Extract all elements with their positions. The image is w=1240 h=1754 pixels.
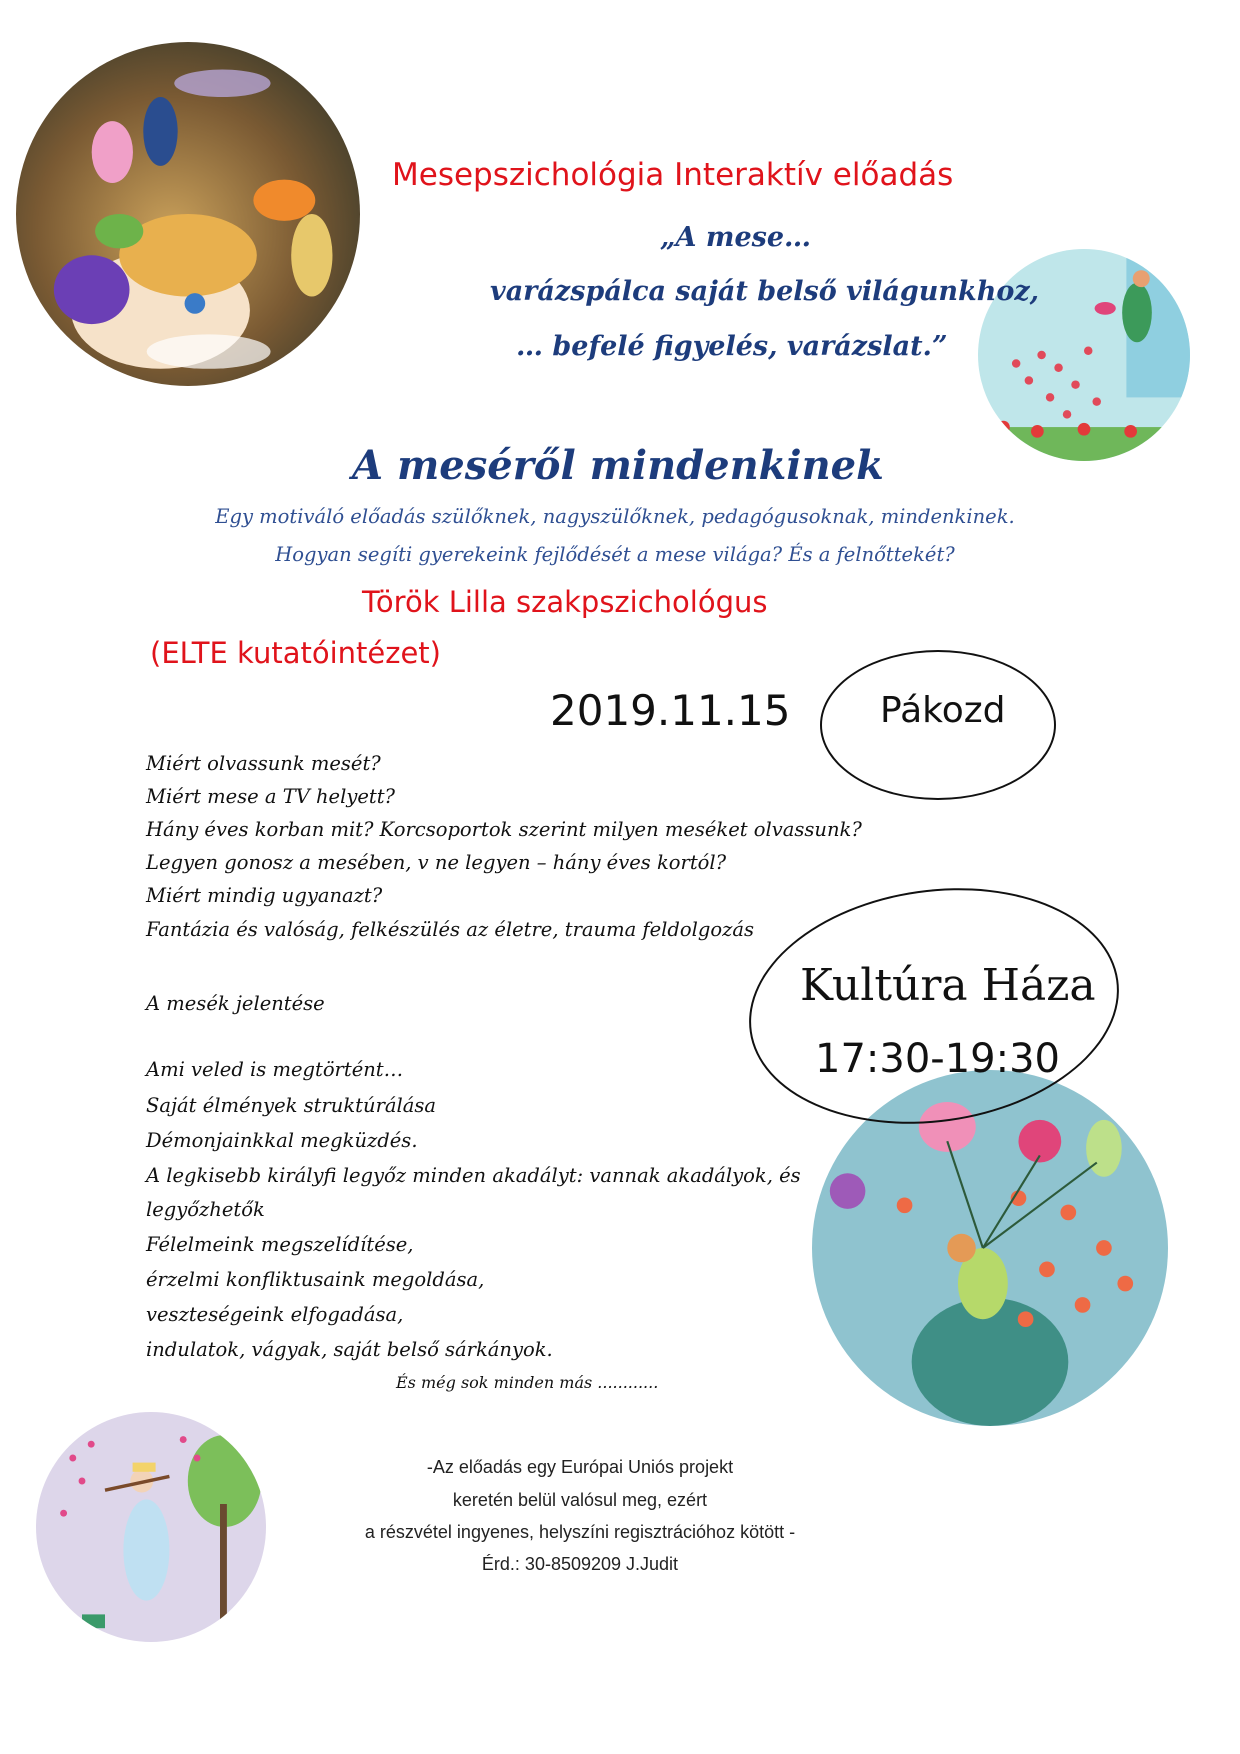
meaning-item: indulatok, vágyak, saját belső sárkányok. bbox=[146, 1338, 553, 1361]
question-item: Hány éves korban mit? Korcsoportok szerint milyen meséket olvassunk? bbox=[146, 818, 862, 841]
fairy-tale-characters-illustration bbox=[16, 42, 360, 386]
subtitle-line-1: Egy motiváló előadás szülőknek, nagyszülőknek, pedagógusoknak, mindenkinek. bbox=[215, 505, 1015, 528]
event-date: 2019.11.15 bbox=[550, 686, 791, 735]
meaning-item: Ami veled is megtörtént… bbox=[146, 1058, 404, 1081]
meaning-item: érzelmi konfliktusaink megoldása, bbox=[146, 1268, 485, 1291]
meaning-heading: A mesék jelentése bbox=[146, 992, 325, 1015]
speaker-name: Török Lilla szakpszichológus bbox=[362, 585, 768, 619]
butterfly-girl-illustration bbox=[812, 1070, 1168, 1426]
violin-girl-illustration bbox=[36, 1412, 266, 1642]
more-text: És még sok minden más ............ bbox=[396, 1373, 659, 1392]
meaning-item: Démonjainkkal megküzdés. bbox=[146, 1129, 418, 1152]
footer-line-4: Érd.: 30-8509209 J.Judit bbox=[481, 1554, 679, 1574]
main-title: A meséről mindenkinek bbox=[352, 442, 884, 489]
question-item: Fantázia és valóság, felkészülés az életre, trauma feldolgozás bbox=[146, 918, 754, 941]
question-item: Miért mese a TV helyett? bbox=[146, 785, 396, 808]
footer-line-3: a részvétel ingyenes, helyszíni regisztrációhoz kötött - bbox=[364, 1522, 796, 1542]
quote-line-2: varázspálca saját belső világunkhoz, bbox=[490, 276, 1040, 307]
event-title: Mesepszichológia Interaktív előadás bbox=[392, 157, 954, 193]
meaning-item: veszteségeink elfogadása, bbox=[146, 1303, 404, 1326]
speaker-affiliation: (ELTE kutatóintézet) bbox=[150, 636, 441, 670]
quote-line-1: „A mese… bbox=[660, 222, 812, 253]
meaning-item: Félelmeink megszelídítése, bbox=[146, 1233, 414, 1256]
event-place: Pákozd bbox=[880, 690, 1006, 731]
footer-line-2: keretén belül valósul meg, ezért bbox=[452, 1490, 708, 1510]
event-time: 17:30-19:30 bbox=[815, 1036, 1060, 1082]
question-item: Miért mindig ugyanazt? bbox=[146, 884, 383, 907]
meaning-item: Saját élmények struktúrálása bbox=[146, 1094, 437, 1117]
quote-line-3: … befelé figyelés, varázslat.” bbox=[516, 331, 948, 362]
event-venue: Kultúra Háza bbox=[800, 960, 1096, 1011]
question-item: Legyen gonosz a mesében, v ne legyen – hány éves kortól? bbox=[146, 851, 727, 874]
meaning-item: A legkisebb királyfi legyőz minden akadályt: vannak akadályok, és bbox=[146, 1164, 801, 1187]
question-item: Miért olvassunk mesét? bbox=[146, 752, 381, 775]
meaning-item: legyőzhetők bbox=[146, 1198, 265, 1221]
footer-line-1: -Az előadás egy Európai Uniós projekt bbox=[426, 1457, 734, 1477]
subtitle-line-2: Hogyan segíti gyerekeink fejlődését a mese világa? És a felnőttekét? bbox=[275, 543, 955, 566]
